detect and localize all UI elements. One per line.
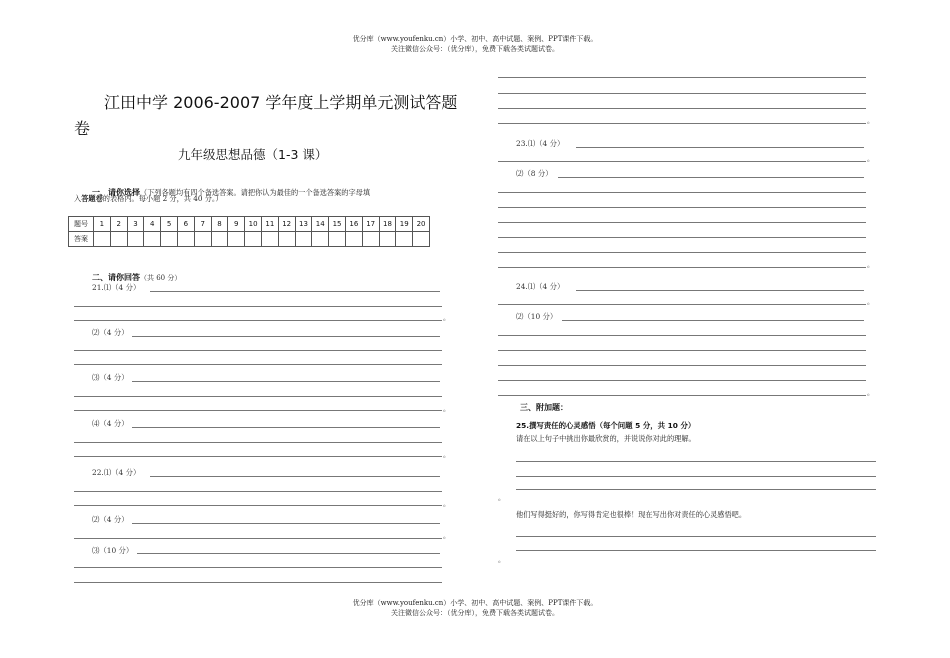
note-bold-text: 答题卷 <box>81 194 103 203</box>
answer-cell[interactable] <box>329 232 346 247</box>
page-subtitle: 九年级思想品德（1-3 课） <box>178 147 328 162</box>
question-25-prompt-1: 请在以上句子中挑出你最欣赏的，并说说你对此的理解。 <box>516 434 696 443</box>
answer-line[interactable] <box>498 207 866 208</box>
answer-line[interactable] <box>498 108 866 109</box>
page-title-continuation: 卷 <box>74 119 91 138</box>
table-cell-number: 6 <box>177 217 194 232</box>
table-cell-number: 5 <box>161 217 178 232</box>
note-text: 的表格内。每小题 2 分，共 40 分。） <box>102 194 223 203</box>
answer-line[interactable] <box>516 536 876 537</box>
answer-cell[interactable] <box>228 232 245 247</box>
answer-cell[interactable] <box>379 232 396 247</box>
answer-cell[interactable] <box>161 232 178 247</box>
period-mark: 。 <box>867 261 874 269</box>
question-22-2-label: ⑵（4 分） <box>92 515 129 524</box>
answer-line[interactable] <box>516 550 876 551</box>
table-cell-number: 8 <box>211 217 228 232</box>
table-cell-number: 9 <box>228 217 245 232</box>
answer-line[interactable] <box>498 77 866 78</box>
answer-line[interactable] <box>498 350 866 351</box>
table-cell-number: 7 <box>194 217 211 232</box>
answer-line[interactable] <box>498 252 866 253</box>
period-mark: 。 <box>443 405 450 413</box>
table-cell-number: 20 <box>413 217 430 232</box>
answer-line[interactable] <box>132 336 440 337</box>
table-cell-number: 17 <box>362 217 379 232</box>
section-1-heading: 一、请你选择 <box>92 188 140 197</box>
answer-line[interactable] <box>558 177 864 178</box>
answer-line[interactable] <box>74 320 442 321</box>
period-mark: 。 <box>443 451 450 459</box>
answer-cell[interactable] <box>396 232 413 247</box>
answer-cell[interactable] <box>245 232 262 247</box>
table-cell-number: 11 <box>261 217 278 232</box>
table-cell-number: 2 <box>110 217 127 232</box>
answer-line[interactable] <box>74 505 442 506</box>
table-cell-number: 12 <box>278 217 295 232</box>
answer-cell[interactable] <box>94 232 111 247</box>
table-cell-number: 14 <box>312 217 329 232</box>
answer-line[interactable] <box>74 567 442 568</box>
answer-line[interactable] <box>516 489 876 490</box>
answer-line[interactable] <box>498 192 866 193</box>
period-mark: 。 <box>867 298 874 306</box>
answer-cell[interactable] <box>345 232 362 247</box>
table-cell-number: 3 <box>127 217 144 232</box>
answer-cell[interactable] <box>110 232 127 247</box>
answer-line[interactable] <box>132 381 440 382</box>
answer-line[interactable] <box>74 364 442 365</box>
answer-line[interactable] <box>74 538 442 539</box>
answer-line[interactable] <box>150 476 440 477</box>
answer-line[interactable] <box>74 410 442 411</box>
question-21-4-label: ⑷（4 分） <box>92 419 129 428</box>
question-22-1-label: 22.⑴（4 分） <box>92 468 141 477</box>
answer-line[interactable] <box>132 427 440 428</box>
section-1-note-line2 <box>74 194 223 204</box>
answer-line[interactable] <box>498 365 866 366</box>
question-23-1-label: 23.⑴（4 分） <box>516 139 565 148</box>
answer-line[interactable] <box>74 396 442 397</box>
answer-line[interactable] <box>498 93 866 94</box>
table-cell-number: 1 <box>94 217 111 232</box>
answer-cell[interactable] <box>261 232 278 247</box>
answer-line[interactable] <box>516 461 876 462</box>
table-row-label: 答案 <box>69 232 94 247</box>
answer-table-answer-row <box>69 232 430 247</box>
answer-line[interactable] <box>576 290 864 291</box>
answer-cell[interactable] <box>362 232 379 247</box>
header-line-1: 优分库（www.youfenku.cn）小学、初中、高中试题、案例、PPT课件下载。 <box>352 35 598 43</box>
answer-cell[interactable] <box>127 232 144 247</box>
answer-cell[interactable] <box>177 232 194 247</box>
answer-line[interactable] <box>498 267 866 268</box>
section-1-note-line1: （下列各题均有四个备选答案。请把你认为最佳的一个备选答案的字母填 <box>140 188 371 197</box>
period-mark: 。 <box>867 155 874 163</box>
question-21-2-label: ⑵（4 分） <box>92 328 129 337</box>
answer-cell[interactable] <box>312 232 329 247</box>
answer-line[interactable] <box>74 456 442 457</box>
answer-line[interactable] <box>150 291 440 292</box>
period-mark: 。 <box>498 556 505 564</box>
answer-line[interactable] <box>498 335 866 336</box>
answer-line[interactable] <box>74 442 442 443</box>
answer-table <box>68 216 430 247</box>
question-23-2-label: ⑵（8 分） <box>516 169 553 178</box>
answer-line[interactable] <box>74 306 442 307</box>
table-row-label: 题号 <box>69 217 94 232</box>
table-cell-number: 19 <box>396 217 413 232</box>
answer-line[interactable] <box>562 320 864 321</box>
table-cell-number: 16 <box>345 217 362 232</box>
period-mark: 。 <box>443 532 450 540</box>
answer-cell[interactable] <box>278 232 295 247</box>
note-text: 入 <box>74 194 82 203</box>
period-mark: 。 <box>867 117 874 125</box>
header-line-2: 关注微信公众号：（优分库），免费下载各类试题试卷。 <box>391 45 559 53</box>
answer-cell[interactable] <box>295 232 312 247</box>
answer-cell[interactable] <box>211 232 228 247</box>
page-title: 江田中学 2006-2007 学年度上学期单元测试答题 <box>104 93 458 112</box>
question-25-heading: 25.撰写责任的心灵感悟（每个问题 5 分，共 10 分） <box>516 421 696 430</box>
answer-line[interactable] <box>498 222 866 223</box>
period-mark: 。 <box>498 494 505 502</box>
period-mark: 。 <box>867 389 874 397</box>
period-mark: 。 <box>443 314 450 322</box>
answer-line[interactable] <box>498 395 866 396</box>
section-2-note: （共 60 分） <box>140 274 182 282</box>
footer-line-2: 关注微信公众号：（优分库），免费下载各类试题试卷。 <box>391 609 559 617</box>
answer-line[interactable] <box>498 380 866 381</box>
answer-line[interactable] <box>516 476 876 477</box>
footer-line-1: 优分库（www.youfenku.cn）小学、初中、高中试题、案例、PPT课件下载。 <box>352 599 598 607</box>
answer-line[interactable] <box>132 523 440 524</box>
answer-line[interactable] <box>498 123 866 124</box>
answer-line[interactable] <box>74 582 442 583</box>
table-cell-number: 10 <box>245 217 262 232</box>
question-22-3-label: ⑶（10 分） <box>92 546 134 555</box>
answer-line[interactable] <box>576 147 864 148</box>
answer-line[interactable] <box>74 491 442 492</box>
answer-line[interactable] <box>498 161 866 162</box>
answer-line[interactable] <box>137 553 440 554</box>
section-2-heading: 二、请你回答 <box>92 273 140 282</box>
table-cell-number: 13 <box>295 217 312 232</box>
answer-line[interactable] <box>498 237 866 238</box>
question-25-prompt-2: 他们写得挺好的，你写得肯定也很棒！现在写出你对责任的心灵感悟吧。 <box>516 510 747 519</box>
answer-table-number-row <box>69 217 430 232</box>
table-cell-number: 4 <box>144 217 161 232</box>
question-21-1-label: 21.⑴（4 分） <box>92 283 141 292</box>
section-3-heading: 三、附加题： <box>520 403 568 412</box>
question-21-3-label: ⑶（4 分） <box>92 373 129 382</box>
answer-cell[interactable] <box>413 232 430 247</box>
question-24-1-label: 24.⑴（4 分） <box>516 282 565 291</box>
answer-line[interactable] <box>498 304 866 305</box>
table-cell-number: 18 <box>379 217 396 232</box>
question-24-2-label: ⑵（10 分） <box>516 312 558 321</box>
period-mark: 。 <box>443 500 450 508</box>
answer-cell[interactable] <box>194 232 211 247</box>
answer-cell[interactable] <box>144 232 161 247</box>
table-cell-number: 15 <box>329 217 346 232</box>
answer-line[interactable] <box>74 350 442 351</box>
